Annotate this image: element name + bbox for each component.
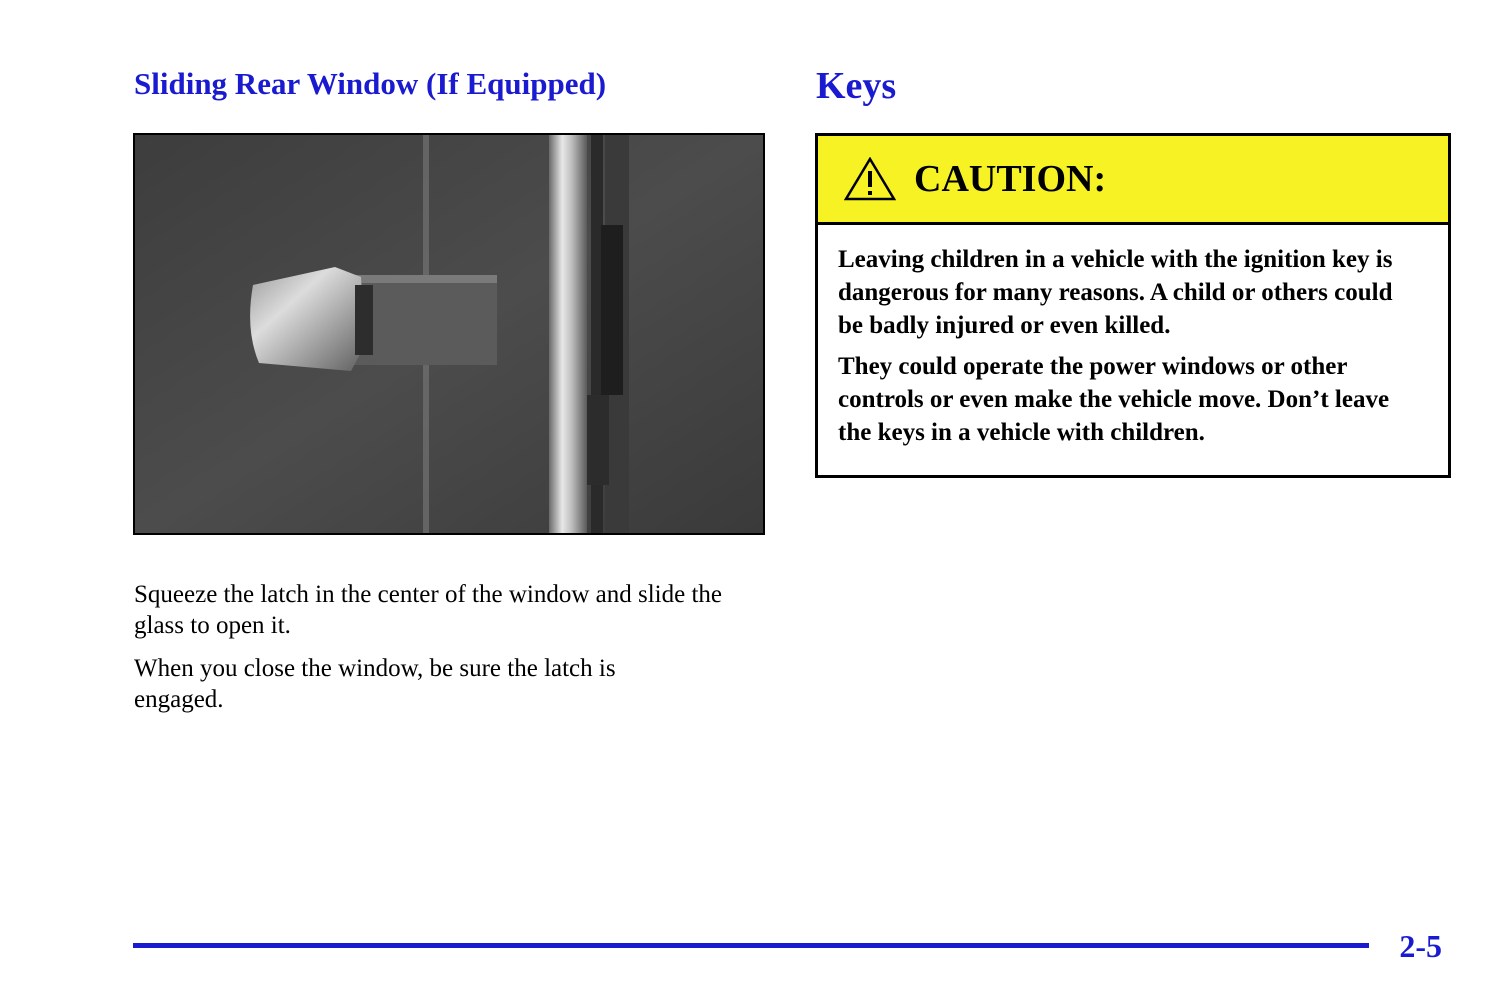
section-heading-keys: Keys — [816, 65, 897, 107]
latch-photo-illustration — [135, 135, 763, 533]
instruction-paragraph-close: When you close the window, be sure the latch is engaged. — [134, 655, 616, 713]
caution-paragraph-advice: They could operate the power windows or other controls or even make the vehicle move. Don’t leave the keys in a vehicle with children. — [838, 353, 1390, 446]
page-number: 2-5 — [1399, 928, 1442, 964]
caution-header — [818, 136, 1448, 225]
caution-paragraph-danger: Leaving children in a vehicle with the ignition key is dangerous for many reasons. A child or others could be badly injured or even killed. — [838, 246, 1393, 339]
latch-photo — [133, 133, 765, 535]
footer-rule — [133, 943, 1369, 948]
instruction-paragraph-open: Squeeze the latch in the center of the window and slide the glass to open it. — [134, 581, 722, 639]
caution-title: CAUTION: — [914, 158, 1107, 200]
caution-body — [818, 225, 1448, 449]
caution-box — [815, 133, 1451, 478]
warning-triangle-icon — [844, 157, 896, 201]
section-heading-sliding-rear-window: Sliding Rear Window (If Equipped) — [134, 66, 607, 101]
